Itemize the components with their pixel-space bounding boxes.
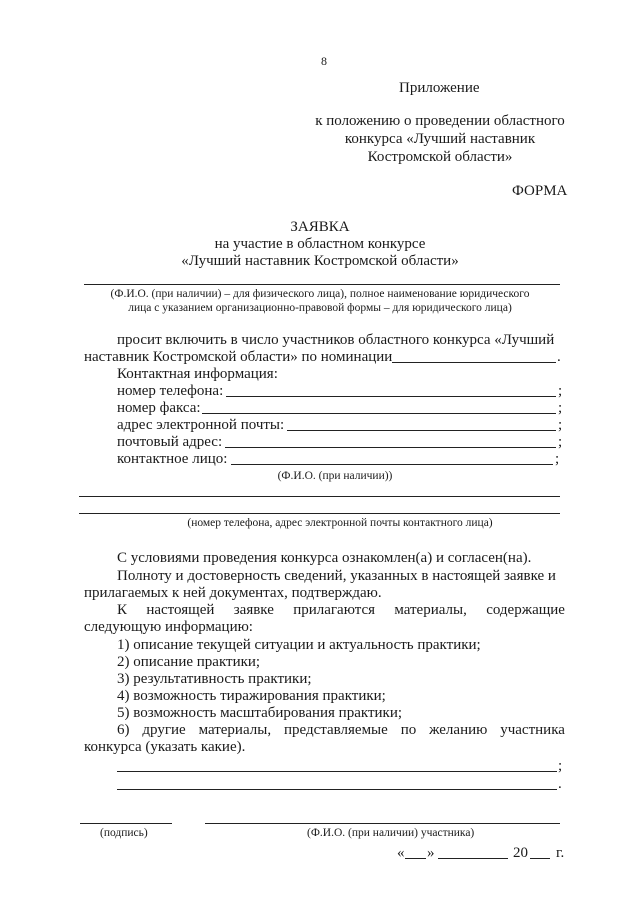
document-subtitle-1: на участие в областном конкурсе bbox=[214, 236, 426, 252]
postal-line[interactable] bbox=[225, 447, 556, 448]
document-subtitle-2: «Лучший наставник Костромской области» bbox=[181, 253, 459, 269]
request-line-1: просит включить в число участников областного конкурса «Лучший bbox=[117, 332, 555, 348]
list-item-6-line-1 bbox=[117, 721, 565, 739]
signature-hint: (подпись) bbox=[100, 827, 148, 839]
item6-word: материалы, bbox=[198, 722, 272, 738]
date-year-line[interactable] bbox=[530, 858, 550, 859]
confirm-line-2: прилагаемых к ней документах, подтверждаю. bbox=[84, 585, 382, 601]
contact-details-line-1[interactable] bbox=[79, 496, 560, 497]
agree-text: С условиями проведения конкурса ознакомлен(а) и согласен(на). bbox=[117, 550, 532, 566]
contacts-title: Контактная информация: bbox=[117, 366, 278, 382]
request-line-2: наставник Костромской области» по номинации bbox=[84, 349, 393, 365]
date-year-suffix: г. bbox=[556, 845, 565, 861]
email-line[interactable] bbox=[287, 430, 556, 431]
confirm-line-1: Полноту и достоверность сведений, указанных в настоящей заявке и bbox=[117, 568, 556, 584]
list-item-5: 5) возможность масштабирования практики; bbox=[117, 705, 403, 721]
contact-details-hint: (номер телефона, адрес электронной почты контактного лица) bbox=[187, 517, 493, 529]
list-item-6-line-2: конкурса (указать какие). bbox=[84, 739, 246, 755]
applicant-name-line[interactable] bbox=[84, 284, 560, 285]
page-number: 8 bbox=[321, 54, 327, 68]
phone-line[interactable] bbox=[226, 396, 556, 397]
nomination-line[interactable] bbox=[392, 362, 556, 363]
fax-label: номер факса: bbox=[117, 400, 201, 416]
appendix-line-3: Костромской области» bbox=[367, 149, 513, 165]
document-title: ЗАЯВКА bbox=[290, 219, 350, 235]
appendix-line-2: конкурса «Лучший наставник bbox=[344, 131, 536, 147]
item6-word: другие bbox=[142, 722, 186, 738]
attach-word: К bbox=[117, 602, 128, 618]
request-end: . bbox=[557, 349, 561, 365]
applicant-hint-2: лица с указанием организационно-правовой формы – для юридического лица) bbox=[128, 302, 512, 314]
phone-end: ; bbox=[558, 383, 563, 399]
other-materials-end-1: ; bbox=[558, 758, 563, 774]
attach-line-2: следующую информацию: bbox=[84, 619, 253, 635]
other-materials-line-1[interactable] bbox=[117, 771, 557, 772]
list-item-3: 3) результативность практики; bbox=[117, 671, 312, 687]
person-end: ; bbox=[555, 451, 560, 467]
item6-word: по bbox=[400, 722, 417, 738]
fax-line[interactable] bbox=[202, 413, 556, 414]
signature-line[interactable] bbox=[80, 823, 172, 824]
postal-label: почтовый адрес: bbox=[117, 434, 223, 450]
attach-word: содержащие bbox=[486, 602, 565, 618]
appendix-line-1: к положению о проведении областного bbox=[315, 113, 565, 129]
attach-line-1 bbox=[117, 601, 565, 619]
appendix-title: Приложение bbox=[399, 80, 480, 96]
item6-word: желанию bbox=[429, 722, 488, 738]
form-label: ФОРМА bbox=[512, 183, 568, 199]
full-name-hint: (Ф.И.О. (при наличии) участника) bbox=[307, 827, 475, 839]
list-item-1: 1) описание текущей ситуации и актуальность практики; bbox=[117, 637, 481, 653]
list-item-4: 4) возможность тиражирования практики; bbox=[117, 688, 386, 704]
fax-end: ; bbox=[558, 400, 563, 416]
attach-word: заявке bbox=[233, 602, 274, 618]
item6-word: 6) bbox=[117, 722, 130, 738]
person-label: контактное лицо: bbox=[117, 451, 228, 467]
attach-word: материалы, bbox=[394, 602, 467, 618]
item6-word: представляемые bbox=[283, 722, 388, 738]
person-line[interactable] bbox=[231, 464, 553, 465]
date-day-line[interactable] bbox=[405, 858, 426, 859]
person-hint: (Ф.И.О. (при наличии)) bbox=[277, 470, 393, 482]
postal-end: ; bbox=[558, 434, 563, 450]
applicant-hint-1: (Ф.И.О. (при наличии) – для физического лица), полное наименование юридического bbox=[110, 288, 530, 300]
phone-label: номер телефона: bbox=[117, 383, 224, 399]
email-label: адрес электронной почты: bbox=[117, 417, 285, 433]
attach-word: прилагаются bbox=[293, 602, 376, 618]
date-open-quote: « bbox=[397, 845, 405, 861]
contact-details-line-2[interactable] bbox=[79, 513, 560, 514]
email-end: ; bbox=[558, 417, 563, 433]
date-month-line[interactable] bbox=[438, 858, 508, 859]
date-close-quote: » bbox=[427, 845, 435, 861]
other-materials-line-2[interactable] bbox=[117, 789, 557, 790]
list-item-2: 2) описание практики; bbox=[117, 654, 261, 670]
attach-word: настоящей bbox=[146, 602, 215, 618]
date-year-prefix: 20 bbox=[513, 845, 528, 861]
item6-word: участника bbox=[500, 722, 565, 738]
other-materials-end-2: . bbox=[558, 776, 562, 792]
full-name-line[interactable] bbox=[205, 823, 560, 824]
